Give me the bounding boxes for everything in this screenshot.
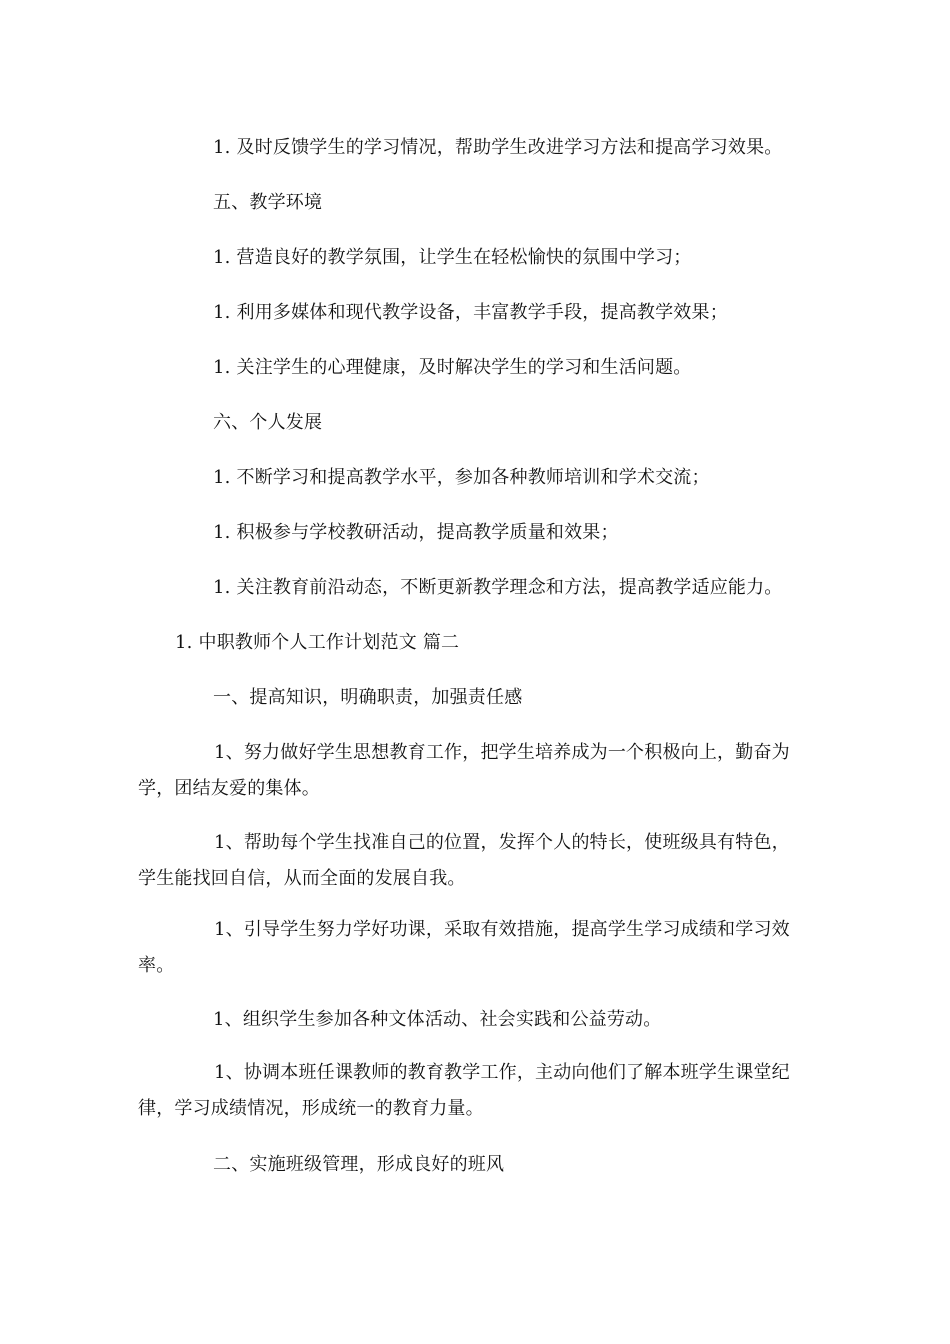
article-title: 1. 中职教师个人工作计划范文 篇二 xyxy=(175,632,460,653)
section-heading: 六、个人发展 xyxy=(213,412,323,433)
paragraph: 1、努力做好学生思想教育工作，把学生培养成为一个积极向上，勤奋为学，团结友爱的集体。 xyxy=(138,742,790,799)
list-item: 1. 利用多媒体和现代教学设备，丰富教学手段，提高教学效果； xyxy=(213,302,728,323)
list-item: 1. 营造良好的教学氛围，让学生在轻松愉快的氛围中学习； xyxy=(213,247,692,268)
section-heading: 五、教学环境 xyxy=(213,192,323,213)
paragraph: 1、帮助每个学生找准自己的位置，发挥个人的特长，使班级具有特色，学生能找回自信，从而全面的发展自我。 xyxy=(138,832,790,889)
list-item: 1. 关注学生的心理健康，及时解决学生的学习和生活问题。 xyxy=(213,357,692,378)
section-heading: 二、实施班级管理，形成良好的班风 xyxy=(213,1154,505,1175)
list-item: 1. 关注教育前沿动态，不断更新教学理念和方法，提高教学适应能力。 xyxy=(213,577,783,598)
section-heading: 一、提高知识，明确职责，加强责任感 xyxy=(213,687,523,708)
list-item: 1. 及时反馈学生的学习情况，帮助学生改进学习方法和提高学习效果。 xyxy=(213,137,783,158)
paragraph: 1、组织学生参加各种文体活动、社会实践和公益劳动。 xyxy=(213,1009,662,1030)
paragraph: 1、引导学生努力学好功课，采取有效措施，提高学生学习成绩和学习效率。 xyxy=(138,919,790,976)
list-item: 1. 积极参与学校教研活动，提高教学质量和效果； xyxy=(213,522,619,543)
list-item: 1. 不断学习和提高教学水平，参加各种教师培训和学术交流； xyxy=(213,467,710,488)
paragraph: 1、协调本班任课教师的教育教学工作，主动向他们了解本班学生课堂纪律，学习成绩情况，形成统一的教育力量。 xyxy=(138,1062,790,1119)
